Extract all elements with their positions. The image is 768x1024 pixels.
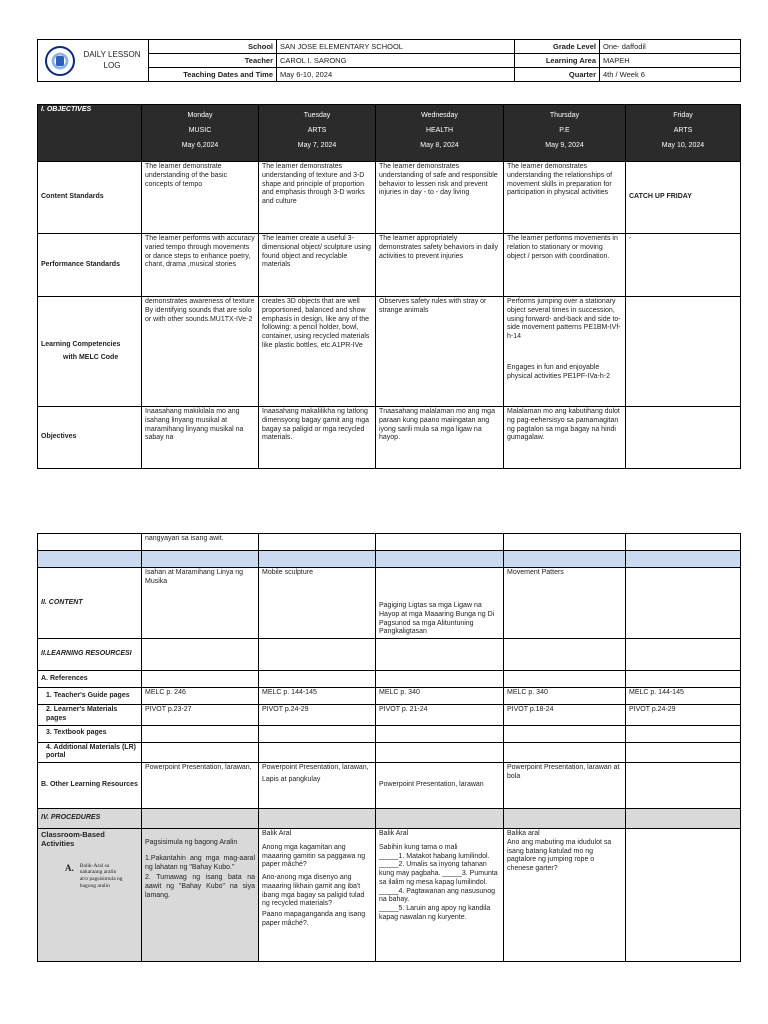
tg-wednesday: MELC p. 340 bbox=[376, 688, 504, 705]
teacher-label: Teacher bbox=[149, 54, 277, 68]
performance-standards-monday: The learner performs with accuracy varied tempo through movements or dance steps to enhance poetry, chant, drama ,musical stories bbox=[142, 234, 259, 297]
day-head-monday: Monday MUSIC May 6,2024 bbox=[142, 105, 259, 162]
cont-label bbox=[38, 534, 142, 551]
procedure-monday: Pagsisimula ng bagong Aralin 1.Pakantahin ang mga mag-aaral ng lahatan ng "Bahay Kubo." 2. Tumawag ng isang bata na aawit ng "Bahay Kubo" na siya lamang. bbox=[142, 829, 259, 962]
content-thursday: Movement Patters bbox=[504, 568, 626, 639]
content-standards-thursday: The learner demonstrates understanding the relationships of movement skills in preparation for participation in physical activities bbox=[504, 162, 626, 234]
tg-tuesday: MELC p. 144-145 bbox=[259, 688, 376, 705]
classroom-label: Classroom-Based Activities bbox=[41, 830, 105, 849]
doc-title: DAILY LESSON LOG bbox=[83, 50, 141, 70]
performance-standards-label: Performance Standards bbox=[38, 234, 142, 297]
objectives-label: Objectives bbox=[38, 407, 142, 469]
lm-friday: PIVOT p.24-29 bbox=[626, 705, 741, 726]
performance-standards-wednesday: The learner appropriately demonstrates safety behaviors in daily activities to prevent injuries bbox=[376, 234, 504, 297]
grade-label: Grade Level bbox=[515, 40, 600, 54]
content-standards-wednesday: The learner demonstrates understanding of safe and responsible behavior to lessen risk and prevent injuries in day - to - day living bbox=[376, 162, 504, 234]
procedures-heading: IV. PROCEDURES bbox=[38, 809, 142, 829]
objectives-heading: I. OBJECTIVES bbox=[38, 105, 142, 162]
performance-standards-thursday: The learner performs movements in relation to stationary or moving object / person with coordination. bbox=[504, 234, 626, 297]
page2-table bbox=[37, 533, 741, 962]
competencies-friday bbox=[626, 297, 741, 407]
day-head-tuesday: Tuesday ARTS May 7, 2024 bbox=[259, 105, 376, 162]
competencies-wednesday: Observes safety rules with stray or strange animals bbox=[376, 297, 504, 407]
tg-label: 1. Teacher's Guide pages bbox=[38, 688, 142, 705]
quarter-value: 4th / Week 6 bbox=[600, 68, 741, 82]
area-value: MAPEH bbox=[600, 54, 741, 68]
other-wednesday: Powerpoint Presentation, larawan bbox=[376, 763, 504, 809]
quarter-label: Quarter bbox=[515, 68, 600, 82]
content-friday bbox=[626, 568, 741, 639]
content-monday: Isahan at Maramihang Linya ng Musika bbox=[142, 568, 259, 639]
blue-band-label bbox=[38, 551, 142, 568]
dates-label: Teaching Dates and Time bbox=[149, 68, 277, 82]
performance-standards-tuesday: The learner create a useful 3-dimensional object/ sculpture using found object and recyclable materials bbox=[259, 234, 376, 297]
day-head-wednesday: Wednesday HEALTH May 8, 2024 bbox=[376, 105, 504, 162]
tg-monday: MELC p. 246 bbox=[142, 688, 259, 705]
tg-friday: MELC p. 144-145 bbox=[626, 688, 741, 705]
objectives-tuesday: Inaasahang makalilikha ng tatlong dimensyong bagay gamit ang mga bagay sa paligid or mga recycled materials. bbox=[259, 407, 376, 469]
content-standards-monday: The learner demonstrate understanding of the basic concepts of tempo bbox=[142, 162, 259, 234]
lm-thursday: PIVOT p.18-24 bbox=[504, 705, 626, 726]
objectives-table bbox=[37, 104, 741, 469]
references-label: A. References bbox=[38, 671, 142, 688]
resources-heading: II.LEARNING RESOURCESI bbox=[38, 639, 142, 671]
tg-thursday: MELC p. 340 bbox=[504, 688, 626, 705]
content-standards-label: Content Standards bbox=[38, 162, 142, 234]
lm-label: 2. Learner's Materials pages bbox=[38, 705, 142, 726]
objectives-thursday: Malalaman mo ang kabutihang dulot ng pag-eehersisyo sa pamamagitan ng pagtalon sa mga bagay na hindi gumagalaw. bbox=[504, 407, 626, 469]
competencies-monday: demonstrates awareness of texture By identifying sounds that are solo or with other sounds.MU1TX-IVe-2 bbox=[142, 297, 259, 407]
other-label: B. Other Learning Resources bbox=[38, 763, 142, 809]
content-standards-tuesday: The learner demonstrates understanding of texture and 3-D shape and principle of proportion and emphasis through 3-D works and culture bbox=[259, 162, 376, 234]
procedure-a-letter: A. bbox=[65, 862, 74, 873]
procedure-tuesday: Balik Aral Anong mga kagamitan ang maaaring gamitin sa paggawa ng paper mâché? Ano-anong mga disenyo ang maaaring likhain gamit ang iba't ibang mga bagay sa paligid tulad ng recycled materials? Paano mapaganganda ang isang paper mâché?. bbox=[259, 829, 376, 962]
dates-value: May 6-10, 2024 bbox=[277, 68, 515, 82]
textbook-label: 3. Textbook pages bbox=[38, 725, 142, 742]
content-tuesday: Mobile sculpture bbox=[259, 568, 376, 639]
lm-tuesday: PIVOT p.24-29 bbox=[259, 705, 376, 726]
area-label: Learning Area bbox=[515, 54, 600, 68]
procedure-thursday: Balika aral Ano ang mabuting ma idudulot sa isang batang katulad mo ng pagtalore ng jumping rope o chenese garter? bbox=[504, 829, 626, 962]
objectives-wednesday: Tnaasahang malalaman mo ang mga paraan kung paano maiingatan ang iyong sarili mula sa mga ligaw na hayop. bbox=[376, 407, 504, 469]
competencies-thursday: Performs jumping over a stationary object several times in succession, using forward- and-back and side to-side movement patterns PE1BM-IVf-h-14 Engages in fun and enjoyable physical activities PE1PF-IVa-h-2 bbox=[504, 297, 626, 407]
classroom-activities-cell bbox=[38, 829, 142, 962]
grade-value: One- daffodil bbox=[600, 40, 741, 54]
day-head-friday: Friday ARTS May 10, 2024 bbox=[626, 105, 741, 162]
procedure-wednesday: Balik Aral Sabihin kung tama o mali _____1. Matakot habang lumilindol. _____2. Umalis sa inyong tahanan kung may pagbaha. _____3. Pumunta sa ilalim ng mesa kapag lumilindol. _____4. Pagtawanan ang nasusunog na bahay. _____5. Laruin ang apoy ng kandila kapag nawalan ng kuryente. bbox=[376, 829, 504, 962]
day-head-thursday: Thursday P.E May 9, 2024 bbox=[504, 105, 626, 162]
procedure-friday bbox=[626, 829, 741, 962]
content-heading: II. CONTENT bbox=[38, 568, 142, 639]
other-monday: Powerpoint Presentation, larawan, bbox=[142, 763, 259, 809]
cont-monday: nangyayari sa isang awit. bbox=[142, 534, 259, 551]
lm-wednesday: PIVOT p. 21-24 bbox=[376, 705, 504, 726]
other-thursday: Powerpoint Presentation, larawan at bola bbox=[504, 763, 626, 809]
deped-seal-logo bbox=[45, 46, 75, 76]
competencies-tuesday: creates 3D objects that are well proportioned, balanced and show emphasis in design, like any of the following: a pencil holder, bowl, container, using recycled materials like plastic bottles, etc.A1PR-IVe bbox=[259, 297, 376, 407]
lr-label: 4. Additional Materials (LR) portal bbox=[38, 742, 142, 763]
other-tuesday: Powerpoint Presentation, larawan, Lapis at pangkulay bbox=[259, 763, 376, 809]
header-table bbox=[37, 39, 741, 82]
header-logo-cell bbox=[38, 40, 149, 82]
other-friday bbox=[626, 763, 741, 809]
competencies-label: Learning Competencies with MELC Code bbox=[38, 297, 142, 407]
performance-standards-friday: - bbox=[626, 234, 741, 297]
objectives-friday bbox=[626, 407, 741, 469]
teacher-value: CAROL I. SARONG bbox=[277, 54, 515, 68]
school-label: School bbox=[149, 40, 277, 54]
lm-monday: PIVOT p.23-27 bbox=[142, 705, 259, 726]
procedure-a-note: Balik-Aral sa nakaraang aralin at/o pagsisimula ng bagong aralin bbox=[79, 862, 123, 889]
content-wednesday: Pagiging Ligtas sa mga Ligaw na Hayop at mga Maaaring Bunga ng Di Pagsunod sa mga Alituntuning Pangkaligtasan bbox=[376, 568, 504, 639]
content-standards-friday: CATCH UP FRIDAY bbox=[626, 162, 741, 234]
objectives-monday: Inaasahang makikilala mo ang isahang linyang musikal at maramihang linyang musikal na sabay na bbox=[142, 407, 259, 469]
school-value: SAN JOSE ELEMENTARY SCHOOL bbox=[277, 40, 515, 54]
